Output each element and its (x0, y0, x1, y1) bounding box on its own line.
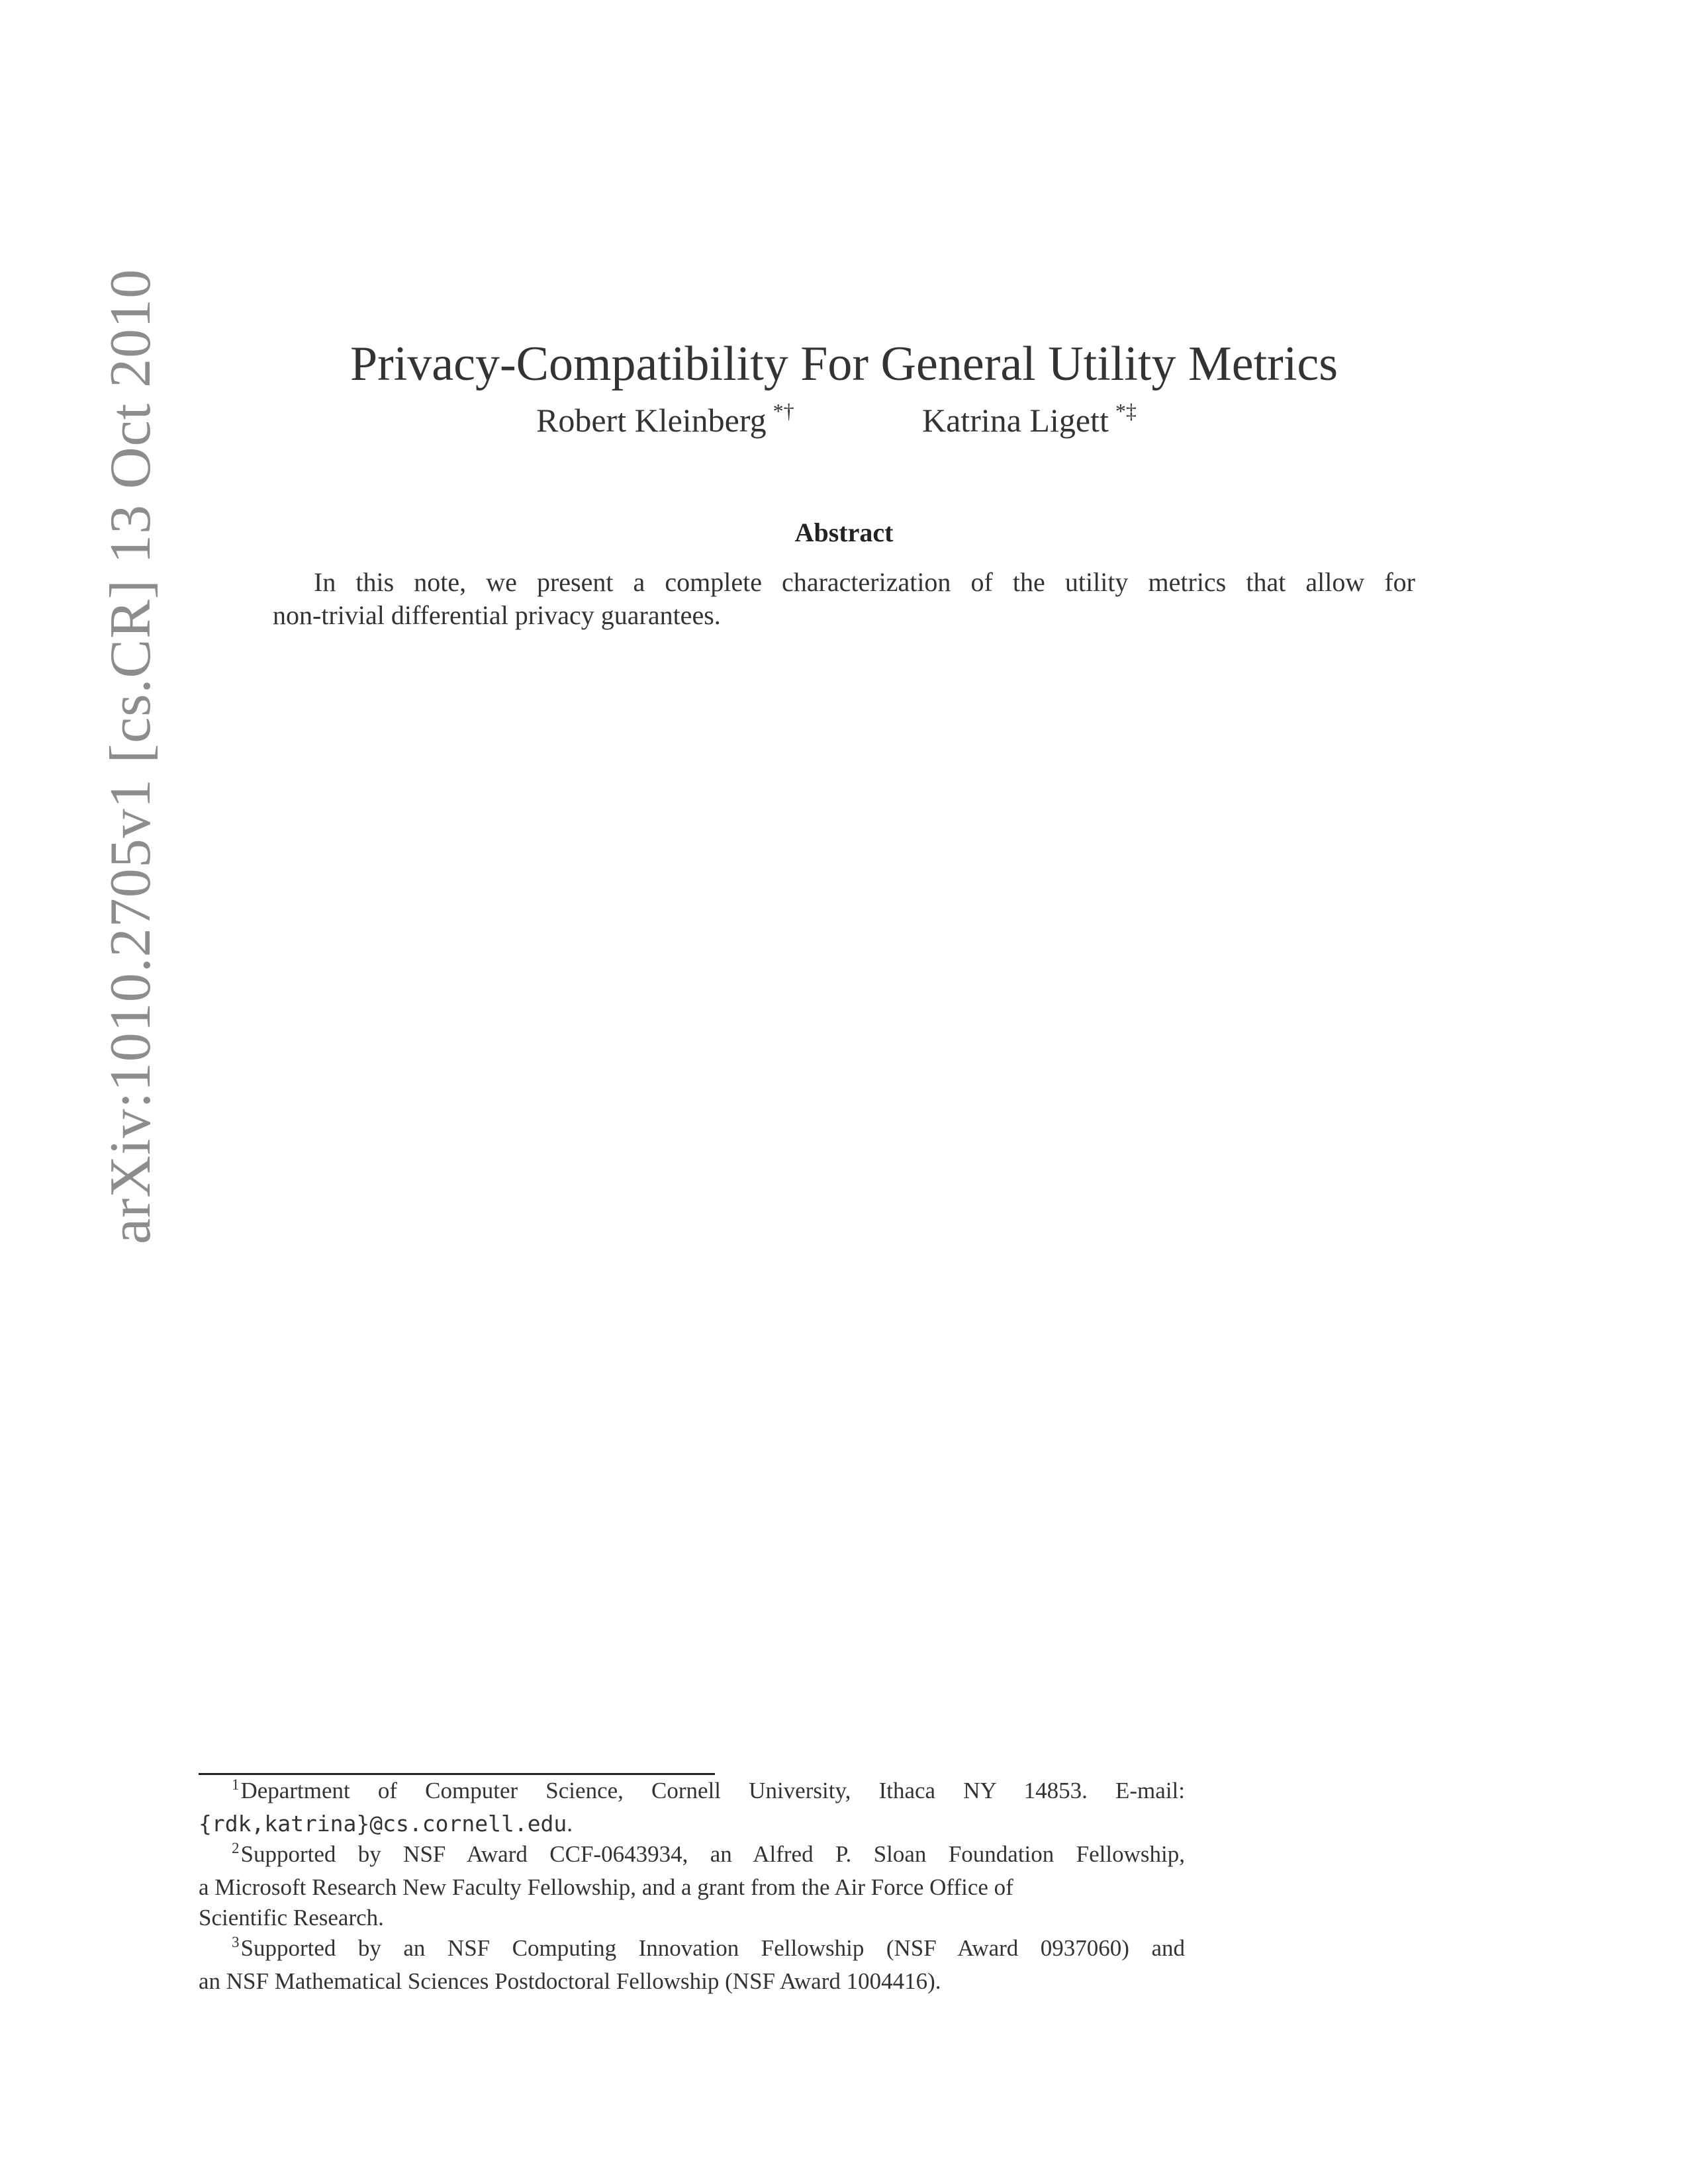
footnote-1-text: Department of Computer Science, Cornell University, Ithaca NY 14853. E-mail: (240, 1778, 1185, 1803)
footnote-2 (199, 1839, 1185, 1933)
footnote-1-email: {rdk,katrina}@cs.cornell.edu (199, 1811, 567, 1837)
author-1 (536, 394, 794, 451)
footnote-2-mark: 2 (232, 1840, 240, 1856)
footnotes (199, 1776, 1185, 1997)
author-2 (922, 394, 1137, 451)
author-list (0, 394, 1688, 447)
author-1-name: Robert Kleinberg (536, 402, 767, 439)
author-2-name: Katrina Ligett (922, 402, 1109, 439)
footnote-1-line-1 (199, 1776, 1185, 1809)
footnote-3-text: Supported by an NSF Computing Innovation Fellowship (NSF Award 0937060) and (240, 1935, 1185, 1961)
abstract-line-2: non-trivial differential privacy guarantees. (273, 600, 721, 630)
author-1-marks: *† (773, 399, 794, 423)
footnote-3-line-1 (199, 1933, 1185, 1966)
abstract-body (273, 566, 1415, 632)
footnote-1-mark: 1 (232, 1776, 240, 1793)
abstract-heading: Abstract (794, 518, 894, 547)
abstract-line-1: In this note, we present a complete characterization of the utility metrics that allow for (314, 567, 1415, 597)
footnote-2-line-1 (199, 1839, 1185, 1872)
footnote-1-line-2 (199, 1809, 1185, 1839)
footnote-3 (199, 1933, 1185, 1997)
footnote-3-line-2: an NSF Mathematical Sciences Postdoctoral Fellowship (NSF Award 1004416). (199, 1968, 941, 1994)
arxiv-identifier-stamp: arXiv:1010.2705v1 [cs.CR] 13 Oct 2010 (99, 268, 163, 1244)
footnote-separator (199, 1773, 715, 1775)
footnote-2-line-2: a Microsoft Research New Faculty Fellowship, and a grant from the Air Force Office of (199, 1874, 1013, 1900)
author-2-marks: *‡ (1115, 399, 1137, 423)
footnote-1 (199, 1776, 1185, 1839)
footnote-3-mark: 3 (232, 1934, 240, 1950)
footnote-2-text: Supported by NSF Award CCF-0643934, an Alfred P. Sloan Foundation Fellowship, (240, 1841, 1185, 1867)
footnote-1-email-suffix: . (567, 1811, 573, 1837)
paper-title: Privacy-Compatibility For General Utility Metrics (350, 336, 1338, 391)
footnote-2-line-3: Scientific Research. (199, 1905, 384, 1931)
